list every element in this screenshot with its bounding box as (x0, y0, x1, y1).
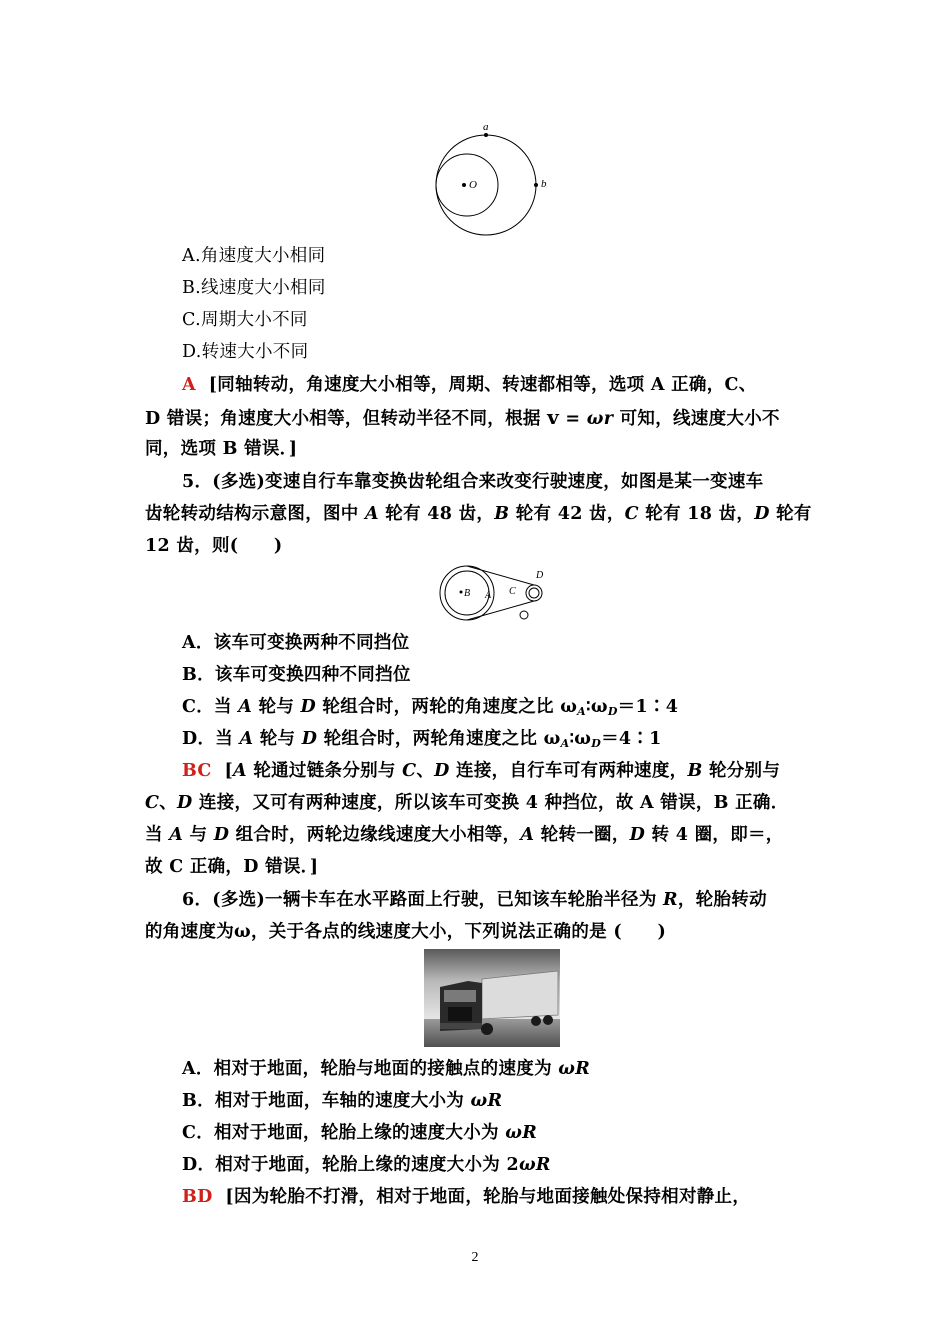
q4-answer: A (182, 375, 196, 395)
q5-option-d: D．当 A 轮与 D 轮组合时，两轮角速度之比 $\omega_A∶\omega_D=4∶1$ (182, 729, 662, 750)
large-circle (436, 135, 536, 235)
q4-option-c: C.周期大小不同 (182, 310, 308, 330)
q4-explanation-line3: 同，选项 B 错误．] (145, 439, 298, 459)
tensioner-wheel (520, 611, 528, 619)
q5-explanation-line1: BC [A 轮通过链条分别与 C、D 连接，自行车可有两种速度，B 轮分别与 (182, 761, 781, 781)
q5-stem-line2: 齿轮转动结构示意图，图中 A 轮有 48 齿，B 轮有 42 齿，C 轮有 18 齿，D 轮有 (145, 504, 812, 524)
chain-bottom (467, 601, 534, 620)
label-gear-d: D (536, 570, 544, 581)
q6-option-c: C．相对于地面，轮胎上缘的速度大小为 ωR (182, 1123, 538, 1143)
q4-option-d: D.转速大小不同 (182, 342, 309, 362)
windshield (444, 990, 476, 1002)
q6-stem-line2: 的角速度为ω，关于各点的线速度大小，下列说法正确的是 ( ) (145, 922, 667, 942)
circles-figure (430, 118, 560, 240)
grille (448, 1007, 472, 1021)
q4-option-a: A.角速度大小相同 (182, 246, 326, 266)
q5-answer: BC (182, 761, 212, 781)
label-o: O (469, 179, 477, 191)
q6-option-a: A．相对于地面，轮胎与地面的接触点的速度为 ωR (182, 1059, 591, 1079)
label-a: a (483, 121, 489, 133)
page-number: 2 (471, 1250, 479, 1265)
point-b (534, 183, 538, 187)
trailer (482, 971, 558, 1019)
gear-figure (435, 565, 555, 625)
q5-option-b: B．该车可变换四种不同挡位 (182, 665, 411, 685)
rear-wheel-2 (543, 1015, 553, 1025)
q6-stem-line1: 6．(多选)一辆卡车在水平路面上行驶，已知该车轮胎半径为 R，轮胎转动 (182, 890, 767, 910)
small-circle (436, 154, 498, 216)
q6-option-b: B．相对于地面，车轴的速度大小为 ωR (182, 1091, 503, 1111)
axle-dot (460, 591, 463, 594)
q5-option-c: C．当 A 轮与 D 轮组合时，两轮的角速度之比 $\omega_A∶\omega_D=1∶4$ (182, 697, 679, 718)
q5-explanation-line2: C、D 连接，又可有两种速度，所以该车可变换 4 种挡位，故 A 错误，B 正确． (145, 793, 789, 813)
q4-option-b: B.线速度大小相同 (182, 278, 326, 298)
q5-explanation-line4: 故 C 正确，D 错误．] (145, 857, 319, 877)
gear-d (529, 588, 539, 598)
q5-stem-line3: 12 齿，则( ) (145, 536, 283, 556)
chain-top (467, 566, 534, 585)
gear-c (526, 585, 542, 601)
q6-option-d: D．相对于地面，轮胎上缘的速度大小为 2ωR (182, 1155, 551, 1175)
point-o (462, 183, 466, 187)
q5-stem-line1: 5．(多选)变速自行车靠变换齿轮组合来改变行驶速度，如图是某一变速车 (182, 472, 764, 492)
label-gear-c: C (509, 586, 516, 597)
q4-explanation-line1: A [同轴转动，角速度大小相等，周期、转速都相等，选项 A 正确，C、 (182, 375, 757, 395)
q6-explanation-line1: BD [因为轮胎不打滑，相对于地面，轮胎与地面接触处保持相对静止， (182, 1187, 751, 1207)
label-gear-a: A (485, 590, 492, 601)
truck-photo (424, 949, 560, 1047)
rear-wheel-1 (531, 1016, 541, 1026)
q5-explanation-line3: 当 A 与 D 组合时，两轮边缘线速度大小相等，A 轮转一圈，D 转 4 圈，即＝， (145, 825, 784, 845)
label-b: b (541, 178, 547, 190)
q5-option-a: A．该车可变换两种不同挡位 (182, 633, 410, 653)
label-gear-b: B (464, 588, 471, 599)
front-wheel (481, 1023, 493, 1035)
q6-answer: BD (182, 1187, 213, 1207)
q4-explanation-line2: D 错误；角速度大小相等，但转动半径不同，根据 v = ωr 可知，线速度大小不 (145, 405, 780, 429)
point-a (484, 133, 488, 137)
bumper (440, 1023, 482, 1029)
